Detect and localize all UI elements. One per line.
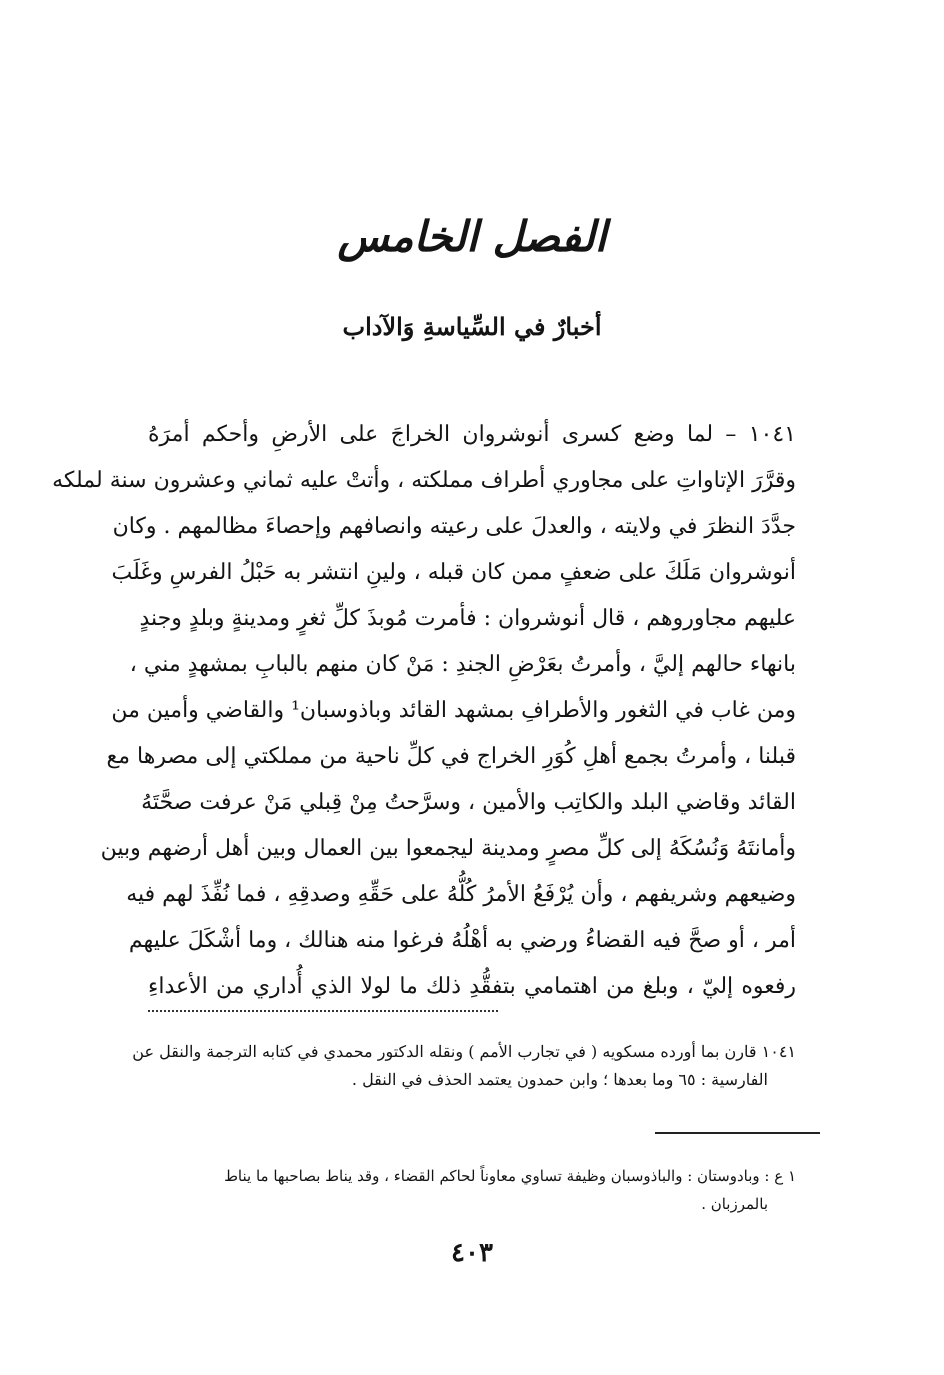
paragraph-line: بانهاء حالهم إليَّ ، وأمرتُ بعَرْضِ الجندِ : مَنْ كان منهم بالبابِ بمشهدٍ مني ،	[129, 652, 796, 677]
paragraph-line: قبلنا ، وأمرتُ بجمع أهلِ كُوَرِ الخراج في كلِّ ناحية من مملكتي إلى مصرها مع	[106, 744, 796, 769]
paragraph-line: عليهم مجاوروهم ، قال أنوشروان : فأمرت مُوبذَ كلِّ ثغرٍ ومدينةٍ وبلدٍ وجندٍ	[139, 606, 796, 631]
source-footnote	[132, 1038, 796, 1094]
paragraph-line: وضيعهم وشريفهم ، وأن يُرْفَعُ الأمرُ كُلُّهُ على حَقِّهِ وصدقِهِ ، فما نُفِّذَ لهم فيه	[126, 882, 796, 907]
gloss-footnote	[148, 1162, 796, 1218]
chapter-subtitle: أخبارٌ في السِّياسةِ وَالآداب	[342, 312, 602, 341]
paragraph-line: جدَّدَ النظرَ في ولايته ، والعدلَ على رعيته وانصافهم وإحصاءَ مظالمهم . وكان	[112, 514, 796, 539]
paragraph-line: وأمانتَهُ وَنُسُكَهُ إلى كلِّ مصرٍ ومدينة ليجمعوا بين العمال وبين أهل أرضهم وبين	[100, 836, 796, 861]
footnote-line: الفارسية : ٦٥ وما بعدها ؛ وابن حمدون يعتمد الحذف في النقل .	[351, 1070, 768, 1089]
footnote-rule	[655, 1132, 820, 1134]
paragraph-line: ومن غاب في الثغور والأطرافِ بمشهد القائد وباذوسبان¹ والقاضي وأمين من	[111, 698, 796, 723]
page-number: ٤٠٣	[451, 1238, 493, 1268]
footnote-line: ١٠٤١ قارن بما أورده مسكويه ( في تجارب الأمم ) ونقله الدكتور محمدي في كتابه الترجمة والنقل عن	[132, 1042, 796, 1061]
paragraph-line: رفعوه إليّ ، وبلغ من اهتمامي بتفقُّدِ ذلك ما لولا الذي أُداري من الأعداءِ	[148, 974, 796, 999]
paragraph-line: ١٠٤١ – لما وضع كسرى أنوشروان الخراجَ على الأرضِ وأحكم أمرَهُ	[148, 422, 796, 447]
paragraph-line: وقرَّرَ الإتاواتِ على مجاوري أطراف مملكته ، وأتتْ عليه ثماني وعشرون سنة لملكه	[52, 468, 796, 493]
dotted-separator	[148, 1010, 498, 1012]
paragraph-line: القائد وقاضي البلد والكاتِب والأمين ، وسرَّحتُ مِنْ قِبلي مَنْ عرفت صحَّتَهُ	[141, 790, 796, 815]
chapter-title: الفصل الخامس	[337, 212, 607, 261]
footnote-line: ١ ع : وبادوستان : والباذوسبان وظيفة تساوي معاوناً لحاكم القضاء ، وقد يناط بصاحبها ما يناط	[224, 1167, 796, 1185]
paragraph-line: أنوشروان مَلَكَ على ضعفٍ ممن كان قبله ، ولينِ انتشر به حَبْلُ الفرسِ وغَلَبَ	[111, 560, 796, 585]
paragraph-line: أمر ، أو صحَّ فيه القضاءُ ورضي به أهْلُهُ فرغوا منه هنالك ، وما أشْكَلَ عليهم	[128, 928, 796, 953]
main-paragraph	[52, 412, 796, 1010]
footnote-line: بالمرزبان .	[701, 1195, 768, 1213]
